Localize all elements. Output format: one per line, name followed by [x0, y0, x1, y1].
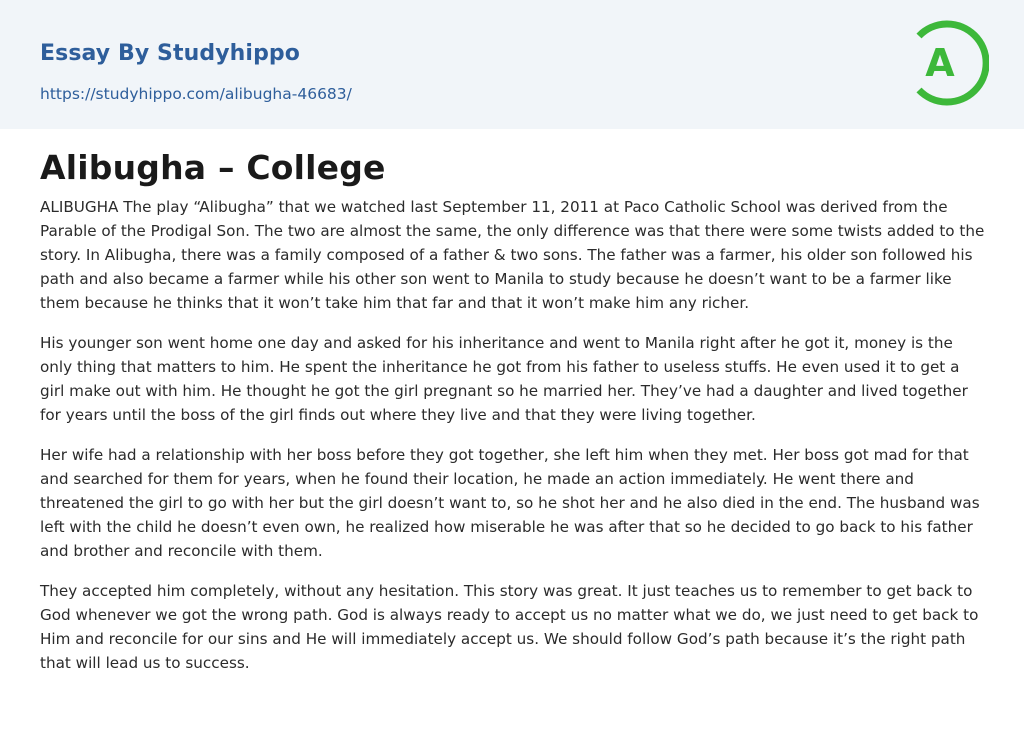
essay-paragraph: ALIBUGHA The play “Alibugha” that we watched last September 11, 2011 at Paco Catholic School was derived from the Parable of the Prodigal Son. The two are almost the same, the only difference was that there were some twists added to the story. In Alibugha, there was a family composed of a father & two sons. The father was a farmer, his older son followed his path and also became a farmer while his other son went to Manila to study because he doesn’t want to be a farmer like them because he thinks that it won’t take him that far and that it won’t make him any richer. — [40, 198, 985, 312]
essay-paragraph: They accepted him completely, without any hesitation. This story was great. It just teaches us to remember to get back to God whenever we got the wrong path. God is always ready to accept us no matter what we do, we just need to get back to Him and reconcile for our sins and He will immediately accept us. We should follow God’s path because it’s the right path that will lead us to success. — [40, 582, 979, 672]
essay-content — [40, 143, 988, 691]
essay-paragraph: His younger son went home one day and asked for his inheritance and went to Manila right after he got it, money is the only thing that matters to him. He spent the inheritance he got from his father to useless stuffs. He even used it to get a girl make out with him. He thought he got the girl pregnant so he married her. They’ve had a daughter and lived together for years until the boss of the girl finds out where they live and that they were living together. — [40, 334, 968, 424]
essay-title: Alibugha – College — [40, 148, 386, 187]
essay-url-link[interactable]: https://studyhippo.com/alibugha-46683/ — [40, 85, 352, 103]
site-header — [0, 0, 1024, 129]
essay-paragraph: Her wife had a relationship with her boss before they got together, she left him when they met. Her boss got mad for that and searched for them for years, when he found their location, he made an action immediately. He went there and threatened the girl to go with her but the girl doesn’t want to, so he shot her and he also died in the end. The husband was left with the child he doesn’t even own, he realized how miserable he was after that so he decided to go back to his father and brother and reconcile with them. — [40, 446, 980, 560]
site-brand[interactable]: Essay By Studyhippo — [40, 41, 300, 66]
logo-letter: A — [925, 41, 955, 85]
studyhippo-logo-icon[interactable] — [909, 18, 989, 108]
